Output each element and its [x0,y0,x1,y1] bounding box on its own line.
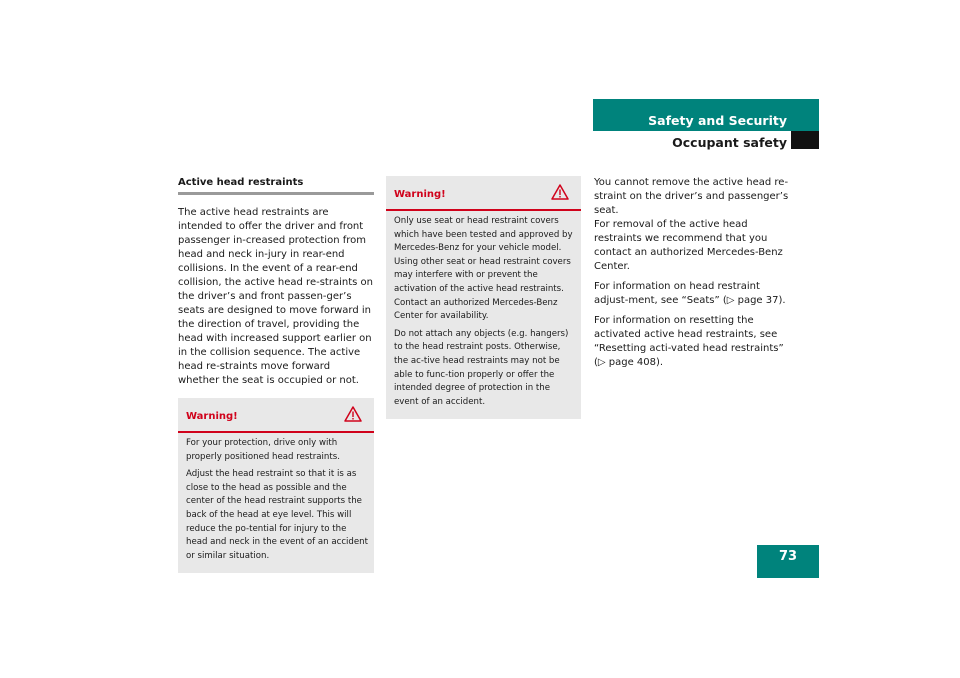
cross-reference-paragraph: For information on head restraint adjust-ment, see “Seats” (▷ page 37). [594,281,786,306]
warning-body [386,211,581,419]
subsection-header [593,131,819,149]
warning-paragraph: Do not attach any objects (e.g. hangers) to the head restraint posts. Otherwise, the ac-tive head restraints may not be able to func-tion properly or offer the intended degree of protection in the event of an accident. [394,328,569,407]
warning-box [178,398,374,573]
body-paragraph: You cannot remove the active head re-straint on the driver’s and passenger’s seat. [594,177,789,216]
column-left [178,176,374,573]
warning-title: Warning! [186,411,238,422]
header-marker [791,131,819,149]
body-paragraph: For removal of the active head restraints we recommend that you contact an authorized Mercedes-Benz Center. [594,219,783,272]
body-paragraph: The active head restraints are intended to offer the driver and front passenger in-creased protection from head and neck in-jury in rear-end collisions. In the event of a rear-end collision, the active head re-straints on the driver’s and front passen-ger’s seats are designed to move forward in the direction of travel, providing the head with increased support earlier on in the collision sequence. The active head re-straints move forward whether the seat is occupied or not. [178,207,373,386]
warning-triangle-icon [344,406,362,422]
warning-header [386,176,581,211]
section-header-band [593,99,819,131]
warning-box [386,176,581,419]
warning-body [178,433,374,573]
subsection-title: Occupant safety [672,135,787,150]
warning-paragraph: For your protection, drive only with properly positioned head restraints. [186,438,340,462]
warning-triangle-icon [551,184,569,200]
warning-paragraph: Adjust the head restraint so that it is as close to the head as possible and the center of the head restraint supports the back of the head at eye level. This will reduce the po-tential for injury to the head and neck in the event of an accident or similar situation. [186,469,368,561]
warning-title: Warning! [394,189,446,200]
page-number: 73 [757,545,819,578]
column-right [594,176,794,376]
warning-header [178,398,374,433]
column-middle [386,176,581,419]
section-heading: Active head restraints [178,176,374,195]
section-title: Safety and Security [648,113,787,128]
cross-reference-paragraph: For information on resetting the activated active head restraints, see “Resetting acti-vated head restraints” (▷ page 408). [594,315,784,368]
warning-paragraph: Only use seat or head restraint covers which have been tested and approved by Mercedes-Benz for your vehicle model. Using other seat or head restraint covers may interfere with or prevent the activation of the active head restraints. Contact an authorized Mercedes-Benz Center for availability. [394,216,573,322]
